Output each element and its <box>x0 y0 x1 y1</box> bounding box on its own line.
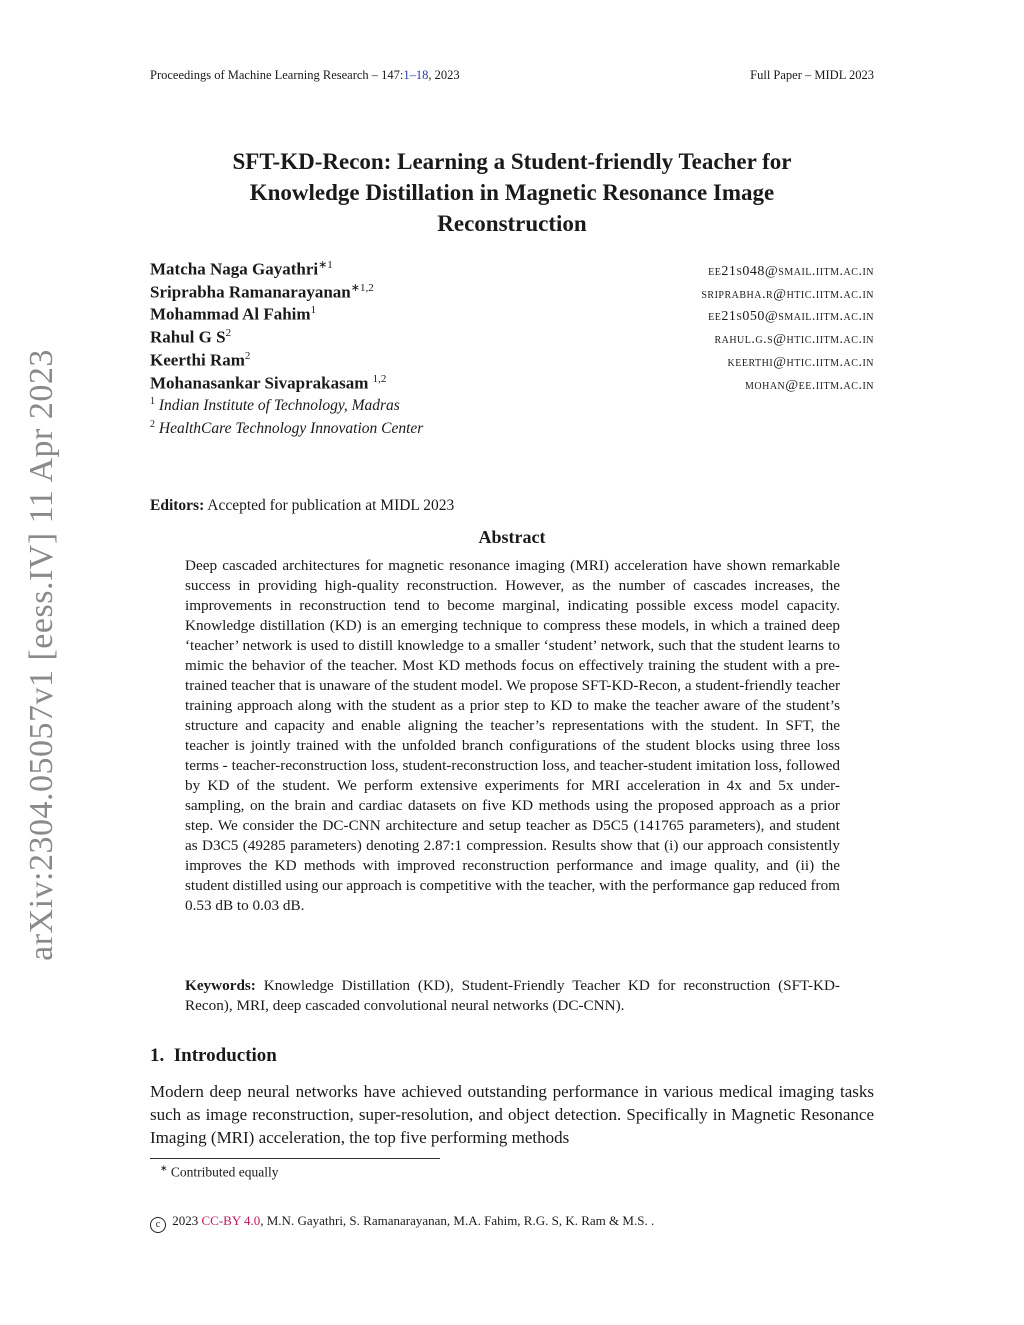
page-range-link[interactable]: 1–18 <box>403 68 429 82</box>
author-email[interactable]: sriprabha.r@htic.iitm.ac.in <box>701 286 874 302</box>
footnote-mark: ∗ <box>160 1163 168 1173</box>
author-email[interactable]: ee21s050@smail.iitm.ac.in <box>708 308 874 324</box>
author-email[interactable]: keerthi@htic.iitm.ac.in <box>727 354 874 370</box>
section-number: 1. <box>150 1045 165 1066</box>
author-row <box>150 281 874 304</box>
author-email[interactable]: ee21s048@smail.iitm.ac.in <box>708 263 874 279</box>
title-line: SFT-KD-Recon: Learning a Student-friendly Teacher for <box>232 149 792 174</box>
title-line: Knowledge Distillation in Magnetic Resonance Image <box>249 180 775 205</box>
author-name: Matcha Naga Gayathri$^{∗1}$ <box>150 259 333 279</box>
arxiv-identifier: arXiv:2304.05057v1 [eess.IV] 11 Apr 2023 <box>23 349 60 961</box>
author-name: Rahul G $S^2$ <box>150 327 232 347</box>
author-name: Sriprabha Ramanarayanan$^{∗1,2}$ <box>150 282 374 302</box>
title-line: Reconstruction <box>437 211 587 236</box>
keywords-text: Knowledge Distillation (KD), Student-Friendly Teacher KD for reconstruction (SFT-KD-Recon), MRI, deep cascaded convolutional neural networks (DC-CNN). <box>185 977 840 1014</box>
copyright-line <box>150 1213 654 1233</box>
copyright-authors: , M.N. Gayathri, S. Ramanarayanan, M.A. Fahim, R.G. S, K. Ram & M.S. . <box>260 1213 655 1228</box>
affiliation: $^1$ Indian Institute of Technology, Madras <box>150 396 400 415</box>
author-email[interactable]: mohan@ee.iitm.ac.in <box>745 377 874 393</box>
author-row <box>150 304 874 327</box>
copyright-year: 2023 <box>172 1213 199 1228</box>
license-link[interactable]: CC-BY 4.0 <box>201 1213 261 1228</box>
author-row <box>150 350 874 373</box>
editors-line <box>150 497 874 515</box>
footnote-divider <box>150 1158 440 1159</box>
author-name: Mohammad Al Fahim$^1$ <box>150 304 317 324</box>
keywords-label: Keywords: <box>185 977 256 994</box>
copyright-icon: c <box>150 1217 166 1233</box>
author-name: Keerthi Ram$^2$ <box>150 350 251 370</box>
running-head-left: Proceedings of Machine Learning Research – 147:1–18, 2023 <box>150 68 460 82</box>
author-email[interactable]: rahul.g.s@htic.iitm.ac.in <box>714 331 874 347</box>
affiliation: $^2$ HealthCare Technology Innovation Center <box>150 419 424 438</box>
footnote <box>160 1163 279 1181</box>
editors-text: Accepted for publication at MIDL 2023 <box>207 497 455 514</box>
editors-label: Editors: <box>150 497 205 514</box>
author-block <box>150 258 874 442</box>
author-row <box>150 327 874 350</box>
author-row <box>150 258 874 281</box>
introduction-text: Modern deep neural networks have achieved outstanding performance in various medical imaging tasks such as image reconstruction, super-resolution, and object detection. Specifically in Magnetic Resonance Imaging (MRI) acceleration, the top five performing methods <box>150 1082 874 1147</box>
author-row <box>150 373 874 396</box>
abstract-text: Deep cascaded architectures for magnetic resonance imaging (MRI) acceleration have shown remarkable success in providing high-quality reconstruction. However, as the number of cascades increases, the improvements in reconstruction tend to become marginal, indicating possible excess model capacity. Knowledge distillation (KD) is an emerging technique to compress these models, in which a trained deep ‘teacher’ network is used to distill knowledge to a smaller ‘student’ network, such that the student learns to mimic the behavior of the teacher. Most KD methods focus on effectively training the student with a pre-trained teacher that is unaware of the student model. We propose SFT-KD-Recon, a student-friendly teacher training approach along with the student as a prior step to KD to make the teacher aware of the student’s structure and capacity and enable aligning the teacher’s representations with the student. In SFT, the teacher is jointly trained with the unfolded branch configurations of the student blocks using three loss terms - teacher-reconstruction loss, student-reconstruction loss, and teacher-student imitation loss, followed by KD of the student. We perform extensive experiments for MRI acceleration in 4x and 5x under-sampling, on the brain and cardiac datasets on five KD methods using the proposed approach as a prior step. We consider the DC-CNN architecture and setup teacher as D5C5 (141765 parameters), and student as D3C5 (49285 parameters) denoting 2.87:1 compression. Results show that (i) our approach consistently improves the KD methods with improved reconstruction performance and image quality, and (ii) the student distilled using our approach is competitive with the teacher, with the performance gap reduced from 0.53 dB to 0.03 dB. <box>185 557 841 914</box>
author-name: Mohanasankar Sivaprakasam $^{1,2}$ <box>150 373 387 393</box>
paper-title <box>150 146 874 239</box>
section-heading <box>150 1045 277 1067</box>
abstract-heading: Abstract <box>478 527 546 547</box>
running-head-right: Full Paper – MIDL 2023 <box>750 68 874 82</box>
running-head <box>150 68 874 83</box>
footnote-text: Contributed equally <box>170 1164 279 1180</box>
keywords <box>185 976 840 1016</box>
section-title: Introduction <box>173 1045 277 1066</box>
